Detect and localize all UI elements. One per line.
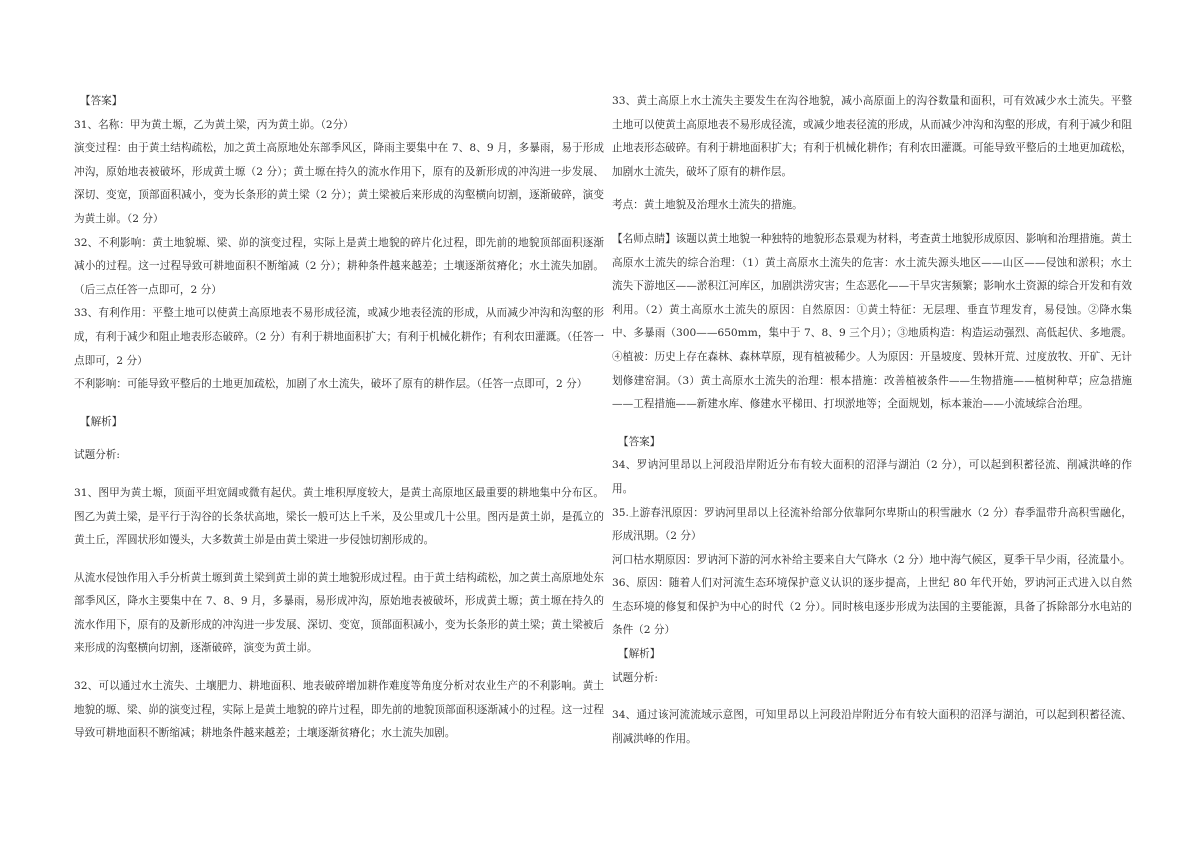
answer-33-harm: 不利影响：可能导致平整后的土地更加疏松，加剧了水土流失，破坏了原有的耕作层。（任答一点即可，2 分） [74, 378, 588, 391]
analysis-34: 34、通过该河流流域示意图，可知里昂以上河段沿岸附近分布有较大面积的沼泽与湖泊，可以起到积蓄径流、削减洪峰的作用。 [612, 709, 1132, 745]
analysis-label-2: 试题分析: [612, 671, 658, 684]
analysis-33: 33、黄土高原上水土流失主要发生在沟谷地貌，减小高原面上的沟谷数量和面积，可有效减少水土流失。平整土地可以使黄土高原地表不易形成径流，或减少地表径流的形成，从而减少冲沟和沟壑的形成，有利于减少和阻止地表形态破碎。有利于耕地面积扩大；有利于机械化耕作；有利农田灌溉。可能导致平整后的土地更加疏松，加剧水土流失，破坏了原有的耕作层。 [612, 95, 1132, 178]
answer-31-name: 31、名称：甲为黄土塬，乙为黄土梁，丙为黄土峁。（2分） [74, 118, 354, 131]
answer-36: 36、原因：随着人们对河流生态环境保护意义认识的逐步提高，上世纪 80 年代开始，罗讷河正式进入以自然生态环境的修复和保护为中心的时代（2 分）。同时核电逐步形成为法国的主要能源，具备了拆除部分水电站的条件（2 分） [612, 577, 1132, 637]
right-column [612, 90, 1132, 751]
analysis-heading-2: 【解析】 [618, 648, 661, 661]
answer-31-process: 演变过程：由于黄土结构疏松，加之黄土高原地处东部季风区，降雨主要集中在 7、8、9 月，多暴雨，易于形成冲沟，原始地表被破坏，形成黄土塬（2 分）；黄土塬在持久的流水作用下，原有的及新形成的冲沟进一步发展、深切、变宽，顶部面积减小，变为长条形的黄土梁（2 分）；黄土梁被后来形成的沟壑横向切割，逐渐破碎，演变为黄土峁。（2 分） [74, 142, 604, 225]
analysis-label: 试题分析: [74, 449, 120, 462]
answer-34: 34、罗讷河里昂以上河段沿岸附近分布有较大面积的沼泽与湖泊（2 分），可以起到积蓄径流、削减洪峰的作用。 [612, 459, 1132, 495]
test-point: 考点：黄土地貌及治理水土流失的措施。 [612, 199, 803, 212]
left-column [74, 90, 604, 746]
answer-heading-2: 【答案】 [618, 435, 661, 448]
answer-33-benefit: 33、有利作用：平整土地可以使黄土高原地表不易形成径流，或减少地表径流的形成，从而减少冲沟和沟壑的形成，有利于减少和阻止地表形态破碎。（2 分）有利于耕地面积扩大；有利于机械化耕作；有利农田灌溉。（任答一点即可，2 分） [74, 307, 604, 367]
answer-32: 32、不利影响：黄土地貌塬、梁、峁的演变过程，实际上是黄土地貌的碎片化过程，即先前的地貌顶部面积逐渐减小的过程。这一过程导致可耕地面积不断缩减（2 分）；耕种条件越来越差；土壤逐渐贫瘠化；水土流失加剧。（后三点任答一点即可，2 分） [74, 236, 604, 296]
analysis-31-figures: 31、图甲为黄土塬，顶面平坦宽阔或微有起伏。黄土堆积厚度较大，是黄土高原地区最重要的耕地集中分布区。图乙为黄土梁，是平行于沟谷的长条状高地，梁长一般可达上千米，及公里或几十公里。图丙是黄土峁，是孤立的黄土丘，浑圆状形如馒头，大多数黄土峁是由黄土梁进一步侵蚀切割形成的。 [74, 486, 604, 547]
teacher-note: 【名师点睛】该题以黄土地貌一种独特的地貌形态景观为材料，考查黄土地貌形成原因、影响和治理措施。黄土高原水土流失的综合治理：（1）黄土高原水土流失的危害：水土流失源头地区——山区——侵蚀和淤积；水土流失下游地区——淤积江河库区，加剧洪涝灾害；生态恶化——干旱灾害频繁；影响水土资源的综合开发和有效利用。（2）黄土高原水土流失的原因：自然原因：①黄土特征：无层理、垂直节理发育，易侵蚀。②降水集中、多暴雨（300——650mm，集中于 7、8、9 三个月）；③地质构造：构造运动强烈、高低起伏、多地震。④植被：历史上存在森林、森林草原，现有植被稀少。人为原因：开垦坡度、毁林开荒、过度放牧、开矿、无计划修建窑洞。（3）黄土高原水土流失的治理：根本措施：改善植被条件——生物措施——植树种草；应急措施——工程措施——新建水库、修建水平梯田、打坝淤地等；全面规划，标本兼治——小流域综合治理。 [612, 232, 1132, 411]
analysis-31-process: 从流水侵蚀作用入手分析黄土塬到黄土梁到黄土峁的黄土地貌形成过程。由于黄土结构疏松，加之黄土高原地处东部季风区，降水主要集中在 7、8、9 月，多暴雨，易形成冲沟，原始地表被破坏，形成黄土塬；黄土塬在持久的流水作用下，原有的及新形成的冲沟进一步发展、深切、变宽，顶部面积减小，变为长条形的黄土梁；黄土梁被后来形成的沟壑横向切割，逐渐破碎，演变为黄土峁。 [74, 571, 604, 655]
answer-35-upstream: 35.上游春汛原因：罗讷河里昂以上径流补给部分依靠阿尔卑斯山的积雪融水（2 分）春季温带升高积雪融化，形成汛期。（2 分） [612, 506, 1132, 543]
analysis-32: 32、可以通过水土流失、土壤肥力、耕地面积、地表破碎增加耕作难度等角度分析对农业生产的不利影响。黄土地貌的塬、梁、峁的演变过程，实际上是黄土地貌的碎片过程，即先前的地貌顶部面积逐渐减小的过程。这一过程导致可耕地面积不断缩减；耕地条件越来越差；土壤逐渐贫瘠化；水土流失加剧。 [74, 680, 604, 740]
analysis-heading: 【解析】 [80, 415, 123, 428]
answer-heading: 【答案】 [80, 95, 123, 107]
answer-35-estuary: 河口枯水期原因：罗讷河下游的河水补给主要来自大气降水（2 分）地中海气候区，夏季干旱少雨，径流量小。 [612, 553, 1131, 566]
